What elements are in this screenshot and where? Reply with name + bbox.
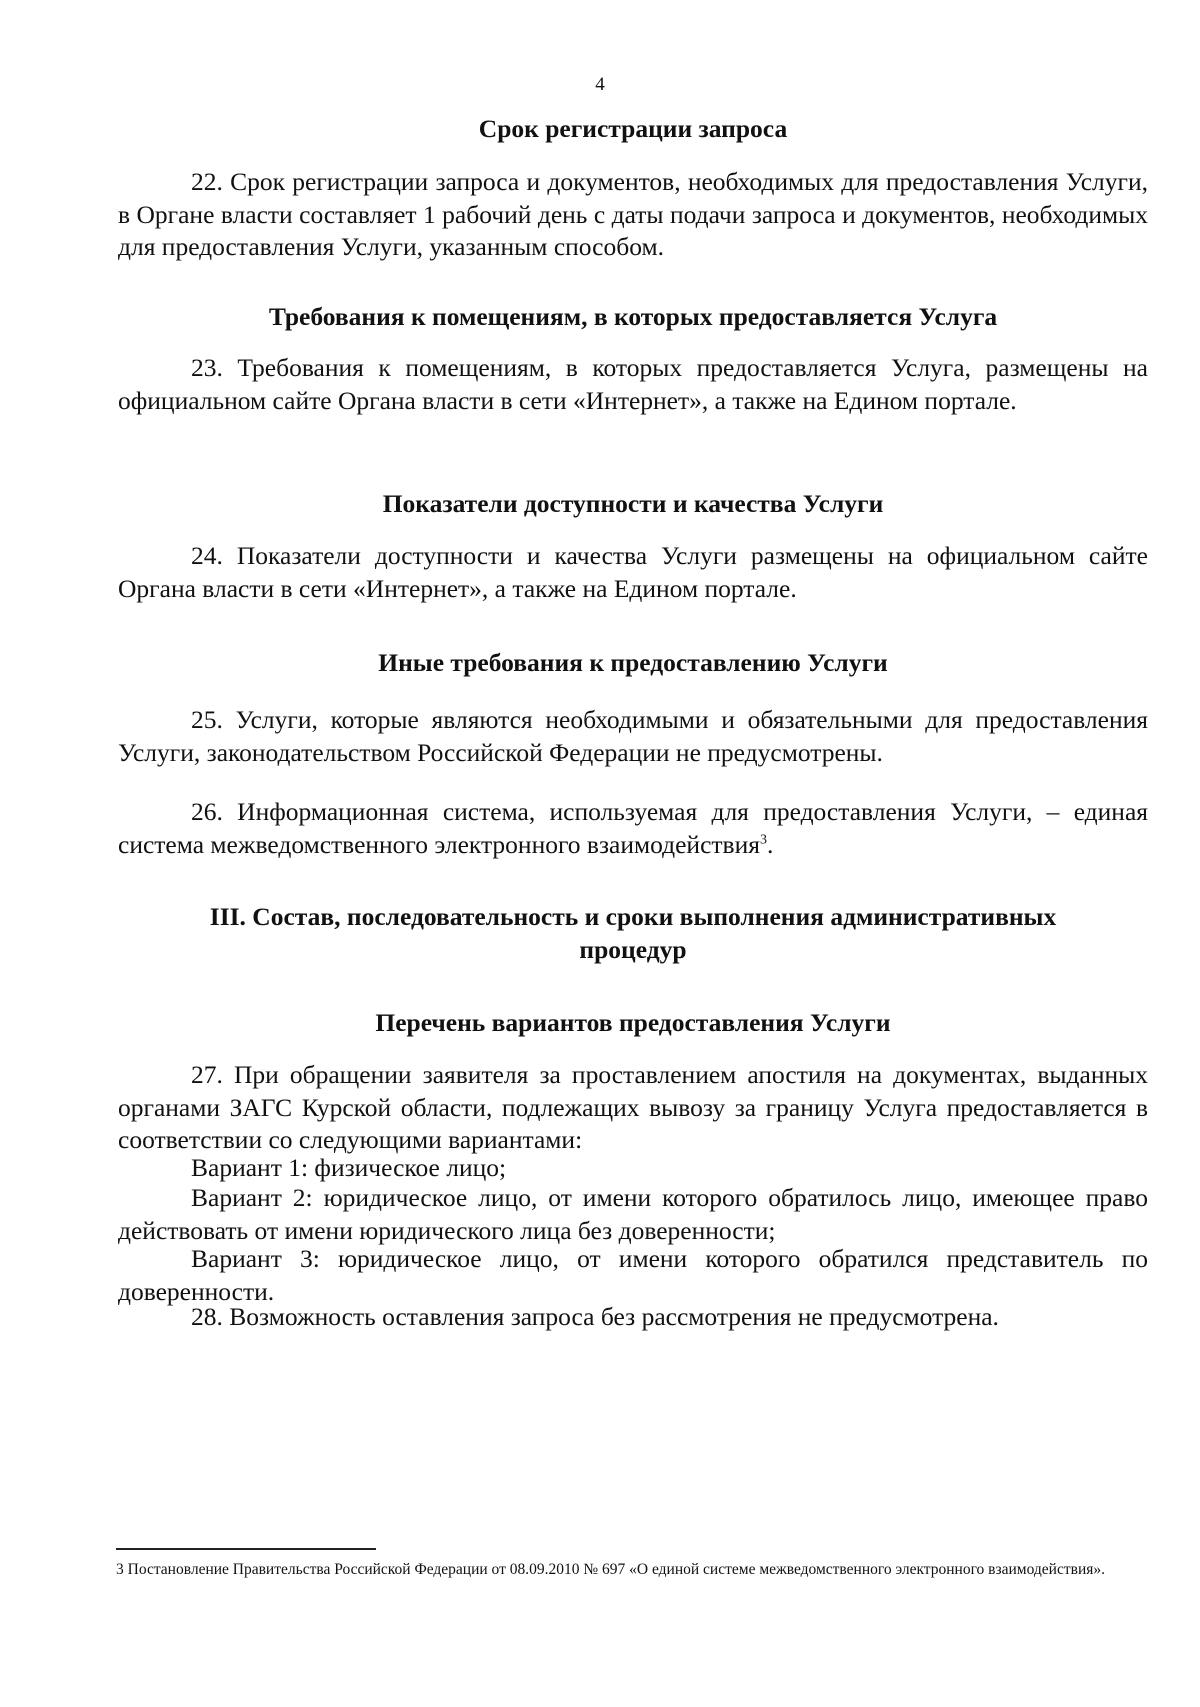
variant-1: Вариант 1: физическое лицо; [191,1153,507,1182]
chapter-3-heading-line-2: процедур [579,935,687,964]
section-heading-other-requirements: Иные требования к предоставлению Услуги [378,648,888,677]
paragraph-22: 22. Срок регистрации запроса и документов, необходимых для предоставления Услуги, в Органе власти составляет 1 рабочий день с даты подачи запроса и документов, необходимых для предоставления Услуги, указанным способом. [118,167,1148,261]
paragraph-23: 23. Требования к помещениям, в которых предоставляется Услуга, размещены на официальном сайте Органа власти в сети «Интернет», а также на Едином портале. [118,353,1148,415]
section-heading-accessibility-indicators: Показатели доступности и качества Услуги [382,489,884,518]
chapter-3-heading [118,900,1148,966]
paragraph-26-end: . [766,829,774,859]
variant-3: Вариант 3: юридическое лицо, от имени которого обратился представитель по доверенности. [118,1244,1148,1306]
paragraph-25: 25. Услуги, которые являются необходимыми и обязательными для предоставления Услуги, законодательством Российской Федерации не предусмотрены. [118,705,1148,767]
footnote-3: 3 Постановление Правительства Российской Федерации от 08.09.2010 № 697 «О единой системе межведомственного электронного взаимодействия». [116,1561,1105,1578]
paragraph-27: 27. При обращении заявителя за проставлением апостиля на документах, выданных органами ЗАГС Курской области, подлежащих вывозу за границу Услуга предоставляется в соответствии со следующими вариантами: [118,1060,1148,1154]
footnote-reference-3: 3 [759,832,767,847]
section-heading-variants-list: Перечень вариантов предоставления Услуги [375,1008,891,1037]
paragraph-24: 24. Показатели доступности и качества Услуги размещены на официальном сайте Органа власти в сети «Интернет», а также на Едином портале. [118,541,1148,603]
section-heading-premises-requirements: Требования к помещениям, в которых предоставляется Услуга [268,302,998,331]
paragraph-26 [118,796,1148,861]
paragraph-26-text: 26. Информационная система, используемая для предоставления Услуги, – единая система межведомственного электронного взаимодействия [118,797,1148,859]
section-heading-registration-term: Срок регистрации запроса [478,114,788,143]
page-number: 4 [595,74,605,95]
variant-2: Вариант 2: юридическое лицо, от имени которого обратилось лицо, имеющее право действовать от имени юридического лица без доверенности; [118,1183,1148,1245]
paragraph-28: 28. Возможность оставления запроса без рассмотрения не предусмотрена. [191,1302,999,1331]
chapter-3-heading-line-1: III. Состав, последовательность и сроки выполнения административных [209,902,1057,931]
footnote-separator [116,1548,376,1550]
